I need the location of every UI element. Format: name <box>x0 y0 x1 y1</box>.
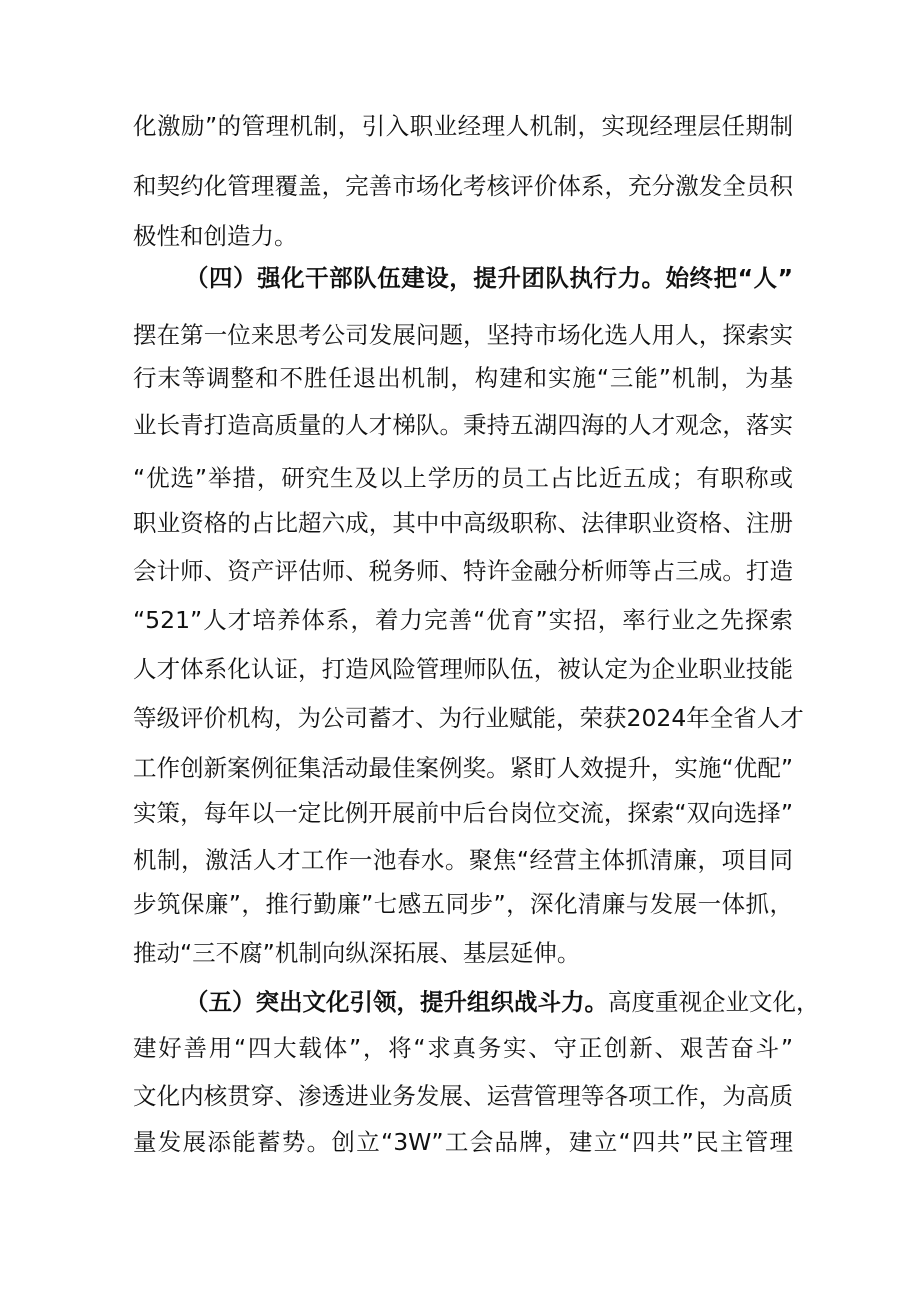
text-line: 极性和创造力。 <box>133 222 298 250</box>
text-line: 等级评价机构，为公司蓄才、为行业赋能，荣获2024年全省人才 <box>133 704 804 732</box>
section-heading: （五）突出文化引领，提升组织战斗力。 <box>185 988 608 1016</box>
text-line: 步筑保廉”，推行勤廉”七感五同步”，深化清廉与发展一体抓， <box>133 890 793 918</box>
text-line: 机制，激活人才工作一池春水。聚焦“经营主体抓清廉，项目同 <box>133 846 793 874</box>
text-line: 和契约化管理覆盖，完善市场化考核评价体系，充分激发全员积 <box>133 172 793 200</box>
text-line: 文化内核贯穿、渗透进业务发展、运营管理等各项工作，为高质 <box>133 1082 793 1110</box>
text-line: 建好善用“四大载体”，将“求真务实、守正创新、艰苦奋斗” <box>133 1034 793 1062</box>
text-line: 实策，每年以一定比例开展前中后台岗位交流，探索“双向选择” <box>133 799 793 827</box>
section-heading: （四）强化干部队伍建设，提升团队执行力。 <box>185 264 666 292</box>
paragraph-heading-line <box>185 258 793 298</box>
section-heading-continuation: 始终把“人” <box>665 264 794 292</box>
text-line: 工作创新案例征集活动最佳案例奖。紧盯人效提升，实施“优配” <box>133 754 793 782</box>
text-line: “521”人才培养体系，着力完善“优育”实招，率行业之先探索 <box>133 606 793 634</box>
text-line: 摆在第一位来思考公司发展问题，坚持市场化选人用人，探索实 <box>133 321 793 349</box>
text-line: 职业资格的占比超六成，其中中高级职称、法律职业资格、注册 <box>133 509 793 537</box>
text-line: “优选”举措，研究生及以上学历的员工占比近五成；有职称或 <box>133 464 793 492</box>
text-line: 量发展添能蓄势。创立“3W”工会品牌，建立“四共”民主管理 <box>133 1128 793 1156</box>
text-line: 化激励”的管理机制，引入职业经理人机制，实现经理层任期制 <box>133 112 793 140</box>
text-line: 业长青打造高质量的人才梯队。秉持五湖四海的人才观念，落实 <box>133 411 793 439</box>
text-line: 人才体系化认证，打造风险管理师队伍，被认定为企业职业技能 <box>133 655 793 683</box>
paragraph-heading-line <box>185 982 820 1022</box>
text-line: 会计师、资产评估师、税务师、特许金融分析师等占三成。打造 <box>133 557 793 585</box>
paragraph-text: 高度重视企业文化， <box>608 988 820 1016</box>
text-line: 推动“三不腐”机制向纵深拓展、基层延伸。 <box>133 939 581 967</box>
text-line: 行末等调整和不胜任退出机制，构建和实施“三能”机制，为基 <box>133 364 793 392</box>
